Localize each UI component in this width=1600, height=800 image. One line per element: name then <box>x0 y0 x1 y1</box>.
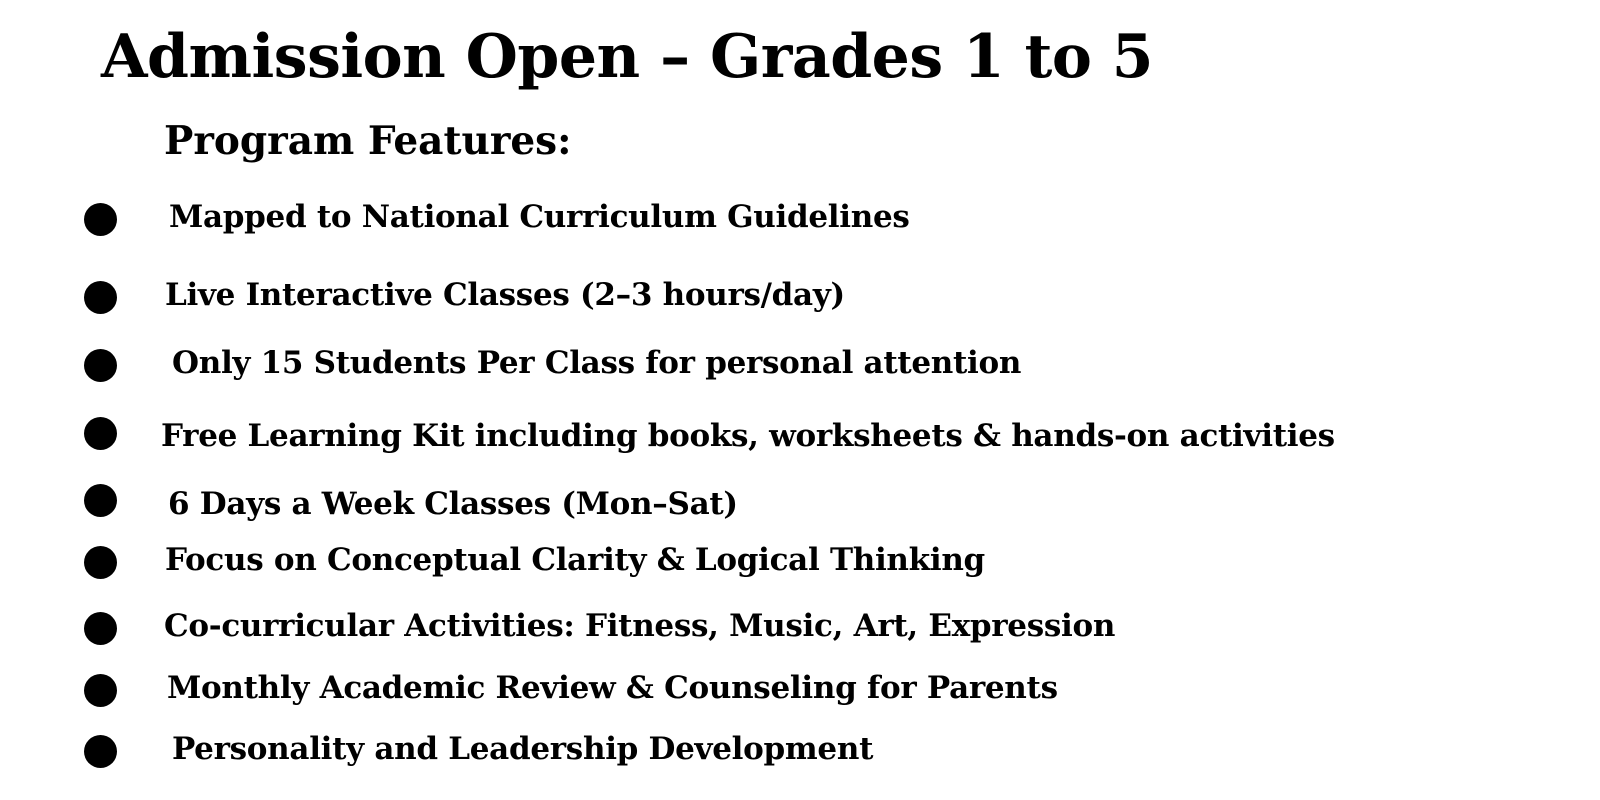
bullet-icon <box>84 612 117 645</box>
feature-text: Only 15 Students Per Class for personal attention <box>172 345 1022 381</box>
bullet-icon <box>84 546 117 579</box>
feature-text: Co-curricular Activities: Fitness, Music, Art, Expression <box>164 608 1116 644</box>
bullet-icon <box>84 417 117 450</box>
bullet-icon <box>84 203 117 236</box>
list-item <box>0 346 1600 386</box>
page-title: Admission Open – Grades 1 to 5 <box>101 22 1153 92</box>
feature-text: Live Interactive Classes (2–3 hours/day) <box>165 277 845 313</box>
list-item <box>0 543 1600 583</box>
feature-text: Focus on Conceptual Clarity & Logical Thinking <box>165 542 985 578</box>
list-item <box>0 481 1600 521</box>
bullet-icon <box>84 349 117 382</box>
feature-text: Mapped to National Curriculum Guidelines <box>169 199 910 235</box>
list-item <box>0 200 1600 240</box>
list-item <box>0 671 1600 711</box>
list-item <box>0 609 1600 649</box>
list-item <box>0 278 1600 318</box>
bullet-icon <box>84 484 117 517</box>
bullet-icon <box>84 735 117 768</box>
list-item <box>0 414 1600 454</box>
bullet-icon <box>84 674 117 707</box>
feature-text: Monthly Academic Review & Counseling for Parents <box>167 670 1058 706</box>
list-item <box>0 732 1600 772</box>
feature-text: 6 Days a Week Classes (Mon–Sat) <box>168 486 738 522</box>
section-heading: Program Features: <box>164 118 572 164</box>
feature-text: Personality and Leadership Development <box>172 731 874 767</box>
feature-text: Free Learning Kit including books, worksheets & hands-on activities <box>161 418 1335 454</box>
bullet-icon <box>84 281 117 314</box>
